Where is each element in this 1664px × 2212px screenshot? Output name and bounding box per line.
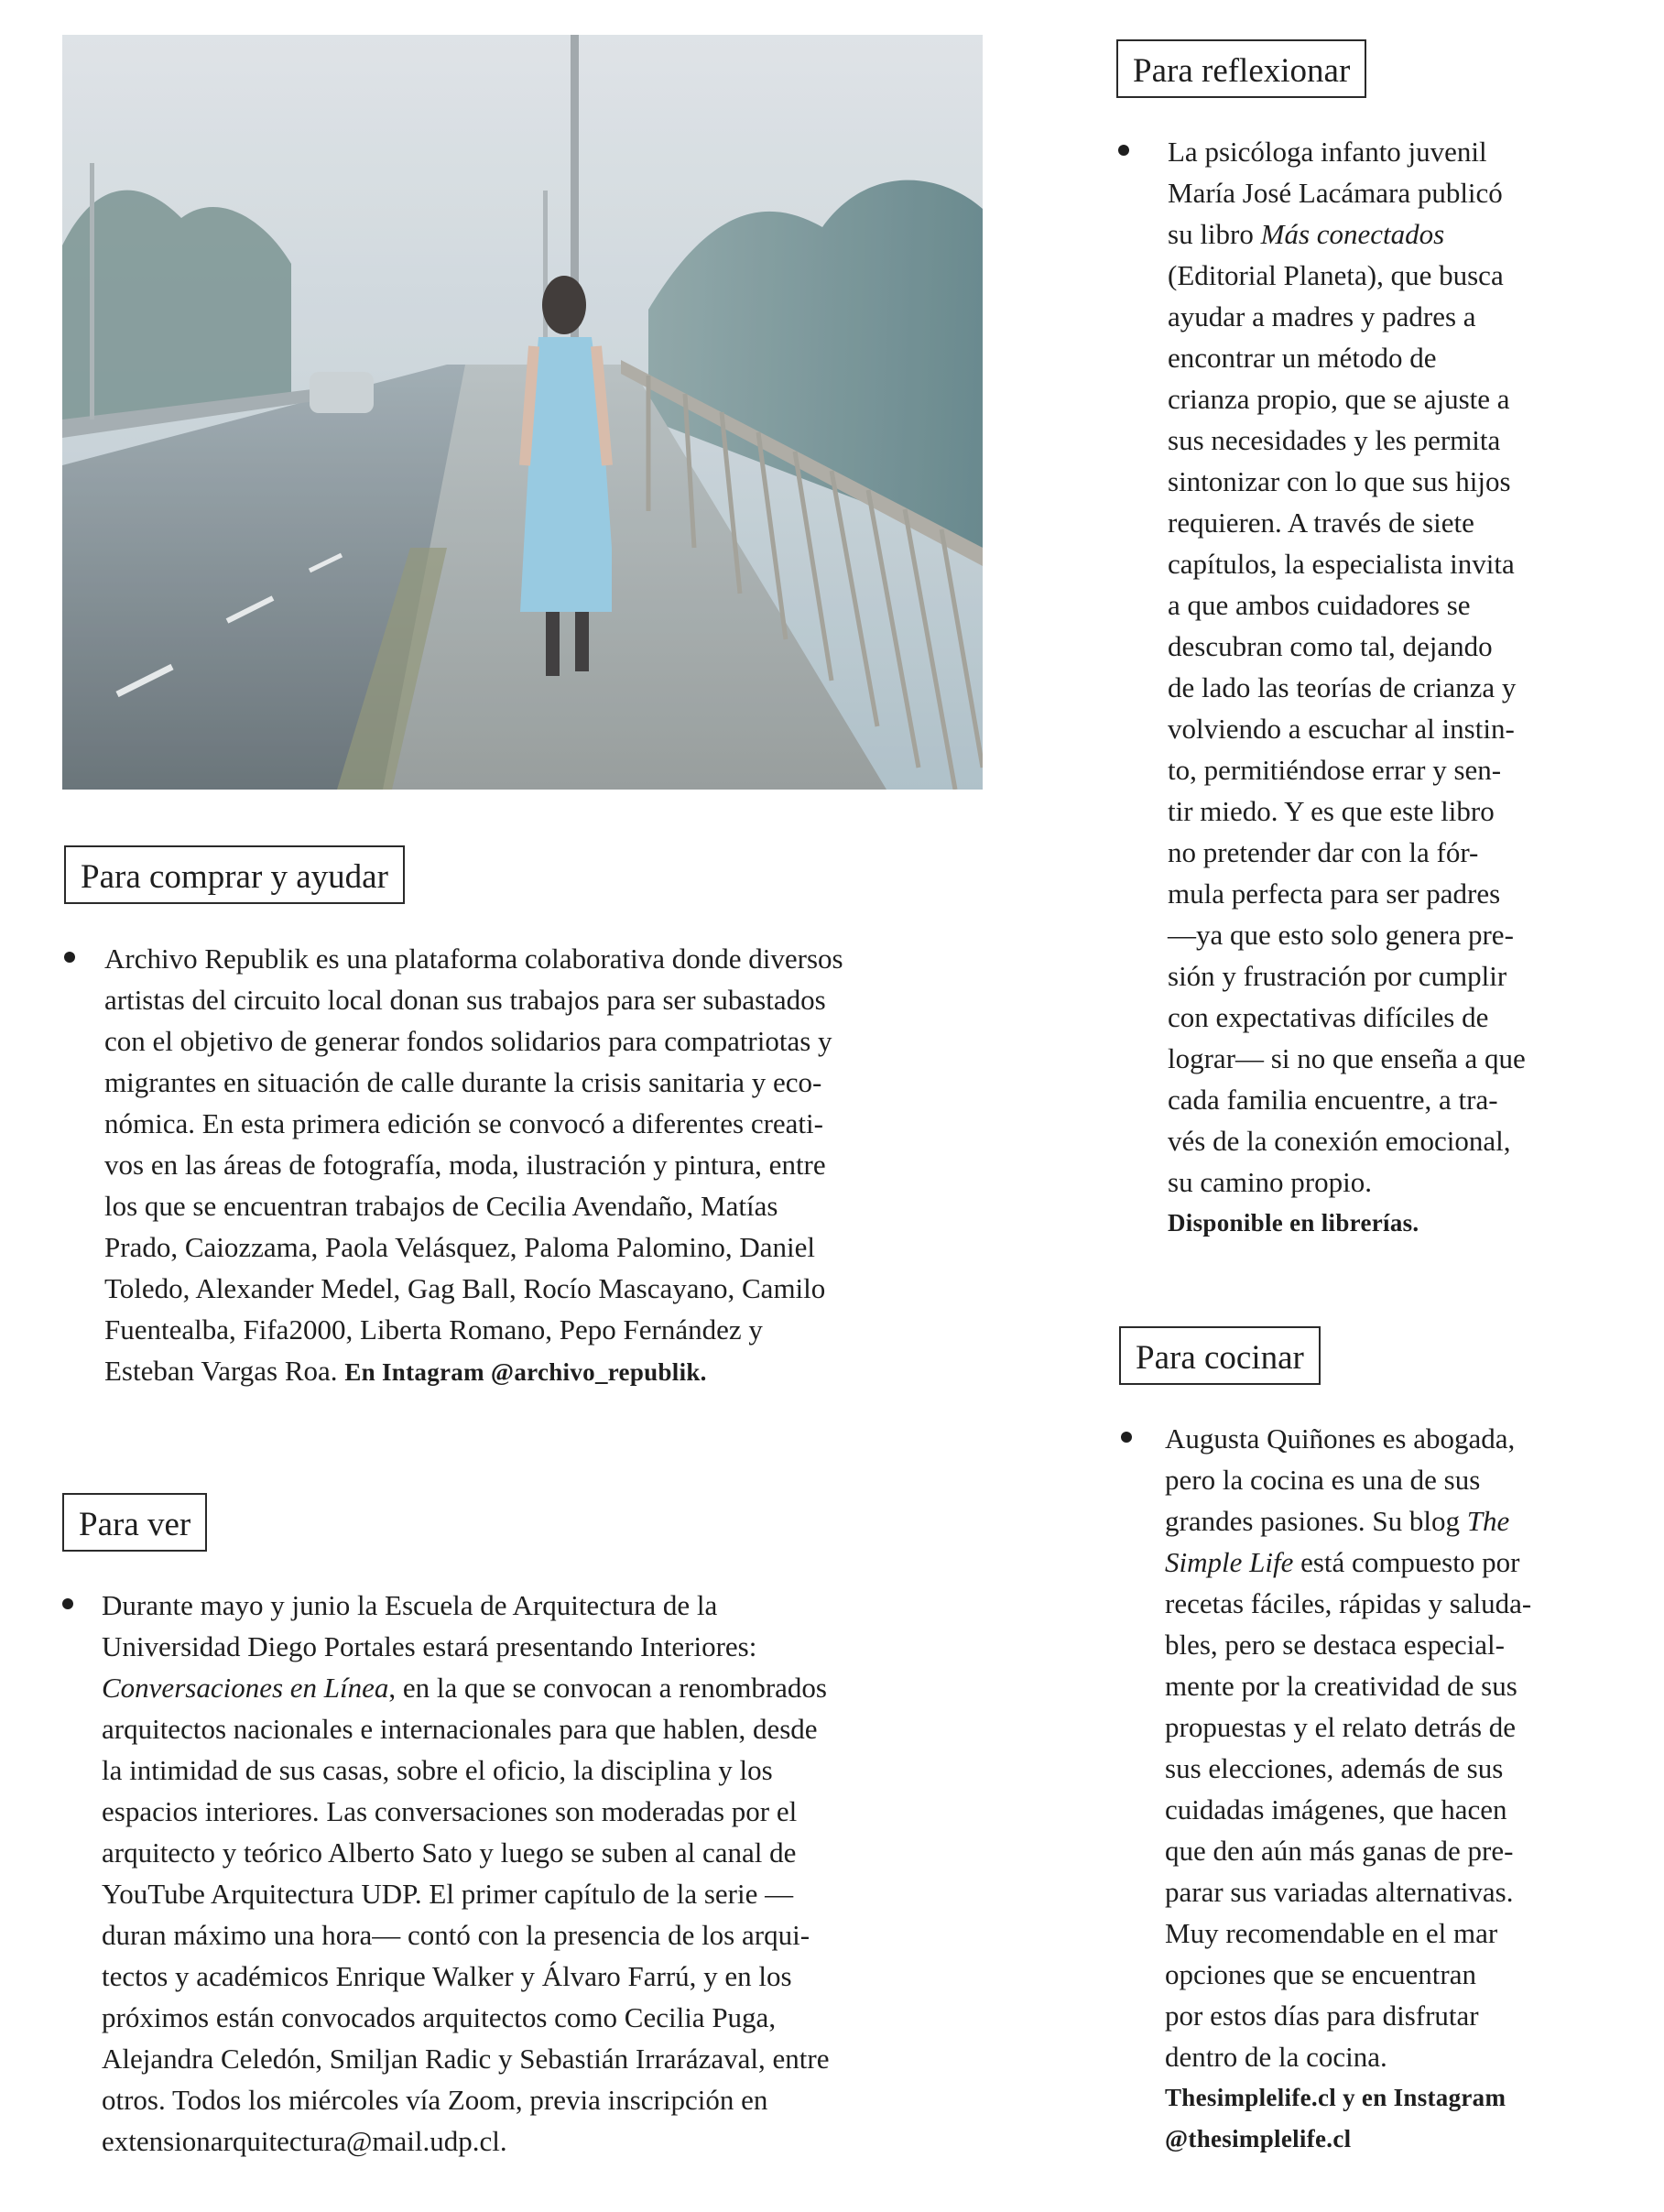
text-line: nómica. En esta primera edición se convocó a diferentes creati- [104, 1107, 823, 1139]
text-fragment: grandes pasiones. Su blog [1165, 1505, 1467, 1537]
text-line: sión y frustración por cumplir [1168, 960, 1507, 992]
text-line: vos en las áreas de fotografía, moda, ilustración y pintura, entre [104, 1149, 826, 1181]
text-cocinar [1165, 1418, 1650, 2160]
instagram-handle[interactable]: @thesimplelife.cl [1165, 2125, 1352, 2152]
text-line: Prado, Caiozzama, Paola Velásquez, Paloma Palomino, Daniel [104, 1231, 815, 1263]
text-line: Toledo, Alexander Medel, Gag Ball, Rocío Mascayano, Camilo [104, 1272, 826, 1304]
text-line: Augusta Quiñones es abogada, [1165, 1422, 1516, 1455]
text-line: bles, pero se destaca especial- [1165, 1629, 1505, 1661]
text-line: crianza propio, que se ajuste a [1168, 383, 1510, 415]
bullet-ver [62, 1598, 73, 1609]
text-line: por estos días para disfrutar [1165, 2000, 1479, 2032]
text-line: artistas del circuito local donan sus trabajos para ser subastados [104, 984, 826, 1016]
bullet-reflexionar [1118, 145, 1129, 156]
text-line: sus necesidades y les permita [1168, 424, 1501, 456]
text-line [102, 1667, 990, 1708]
text-line: arquitectos nacionales e internacionales para que hablen, desde [102, 1713, 818, 1745]
blog-title: Simple Life [1165, 1546, 1294, 1578]
text-line: opciones que se encuentran [1165, 1958, 1477, 1990]
text-line: requieren. A través de siete [1168, 507, 1474, 539]
text-line: dentro de la cocina. [1165, 2041, 1387, 2073]
text-ver [102, 1585, 990, 2162]
text-fragment: su libro [1168, 218, 1261, 250]
text-line: sintonizar con lo que sus hijos [1168, 465, 1511, 497]
text-line [1168, 213, 1644, 255]
text-line: Universidad Diego Portales estará presentando Interiores: [102, 1630, 757, 1662]
text-line: Archivo Republik es una plataforma colaborativa donde diversos [104, 943, 843, 975]
text-line: de lado las teorías de crianza y [1168, 671, 1517, 703]
section-title-comprar: Para comprar y ayudar [64, 845, 405, 904]
text-line: Muy recomendable en el mar [1165, 1917, 1498, 1949]
text-line: lograr— si no que enseña a que [1168, 1042, 1526, 1074]
text-line: vés de la conexión emocional, [1168, 1125, 1511, 1157]
text-line: capítulos, la especialista invita [1168, 548, 1515, 580]
email-link[interactable]: extensionarquitectura@mail.udp.cl. [102, 2125, 507, 2157]
text-line: con expectativas difíciles de [1168, 1001, 1489, 1033]
text-line: su camino propio. [1168, 1166, 1372, 1198]
text-line: volviendo a escuchar al instin- [1168, 713, 1515, 745]
text-fragment: Esteban Vargas Roa. [104, 1355, 345, 1387]
text-line: Alejandra Celedón, Smiljan Radic y Sebastián Irrarázaval, entre [102, 2043, 830, 2075]
text-fragment: , en la que se convocan a renombrados [388, 1672, 827, 1704]
bullet-comprar [64, 952, 75, 963]
blog-title: The [1466, 1505, 1510, 1537]
text-line: pero la cocina es una de sus [1165, 1464, 1481, 1496]
text-line [1165, 1500, 1650, 1542]
text-line: cuidadas imágenes, que hacen [1165, 1793, 1507, 1825]
text-line [1165, 1542, 1650, 1583]
article-photo [62, 35, 983, 790]
text-line: descubran como tal, dejando [1168, 630, 1493, 662]
text-line: próximos están convocados arquitectos como Cecilia Puga, [102, 2001, 777, 2033]
section-title-cocinar: Para cocinar [1119, 1326, 1321, 1385]
text-line: cada familia encuentre, a tra- [1168, 1084, 1498, 1116]
text-line: no pretender dar con la fór- [1168, 836, 1479, 868]
text-reflexionar [1168, 131, 1644, 1244]
text-line: recetas fáciles, rápidas y saluda- [1165, 1587, 1532, 1619]
text-fragment: está compuesto por [1293, 1546, 1520, 1578]
text-line: tir miedo. Y es que este libro [1168, 795, 1495, 827]
text-line: que den aún más ganas de pre- [1165, 1835, 1514, 1867]
book-title: Más conectados [1260, 218, 1445, 250]
website-link[interactable]: Thesimplelife.cl y en Instagram [1165, 2084, 1506, 2111]
photo-woman-walking-bridge-icon [62, 35, 983, 790]
text-line: los que se encuentran trabajos de Cecilia Avendaño, Matías [104, 1190, 778, 1222]
text-line: —ya que esto solo genera pre- [1168, 919, 1514, 951]
text-line: YouTube Arquitectura UDP. El primer capítulo de la serie — [102, 1878, 794, 1910]
text-line: propuestas y el relato detrás de [1165, 1711, 1517, 1743]
availability-note: Disponible en librerías. [1168, 1209, 1419, 1237]
text-line: mula perfecta para ser padres [1168, 877, 1501, 910]
text-line: tectos y académicos Enrique Walker y Álvaro Farrú, y en los [102, 1960, 792, 1992]
text-line: la intimidad de sus casas, sobre el oficio, la disciplina y los [102, 1754, 773, 1786]
text-line: duran máximo una hora— contó con la presencia de los arqui- [102, 1919, 810, 1951]
bullet-cocinar [1121, 1432, 1132, 1443]
text-line: espacios interiores. Las conversaciones son moderadas por el [102, 1795, 798, 1827]
section-title-ver: Para ver [62, 1493, 207, 1552]
text-line: Durante mayo y junio la Escuela de Arquitectura de la [102, 1589, 718, 1621]
italic-title: Conversaciones en Línea [102, 1672, 389, 1704]
text-line: sus elecciones, además de sus [1165, 1752, 1504, 1784]
text-line: parar sus variadas alternativas. [1165, 1876, 1514, 1908]
text-line: María José Lacámara publicó [1168, 177, 1503, 209]
text-line: otros. Todos los miércoles vía Zoom, previa inscripción en [102, 2084, 768, 2116]
instagram-handle: En Intagram @archivo_republik. [344, 1358, 707, 1386]
section-title-reflexionar: Para reflexionar [1116, 39, 1366, 98]
text-line: mente por la creatividad de sus [1165, 1670, 1517, 1702]
text-line: a que ambos cuidadores se [1168, 589, 1471, 621]
text-line: (Editorial Planeta), que busca [1168, 259, 1504, 291]
text-line-last [104, 1350, 984, 1393]
text-line: ayudar a madres y padres a [1168, 300, 1476, 332]
text-line: arquitecto y teórico Alberto Sato y luego se suben al canal de [102, 1836, 797, 1869]
text-line: migrantes en situación de calle durante la crisis sanitaria y eco- [104, 1066, 822, 1098]
text-comprar [104, 938, 984, 1393]
text-line: to, permitiéndose errar y sen- [1168, 754, 1502, 786]
text-line: Fuentealba, Fifa2000, Liberta Romano, Pepo Fernández y [104, 1313, 763, 1346]
text-line: con el objetivo de generar fondos solidarios para compatriotas y [104, 1025, 832, 1057]
text-line: encontrar un método de [1168, 342, 1437, 374]
text-line: La psicóloga infanto juvenil [1168, 136, 1487, 168]
